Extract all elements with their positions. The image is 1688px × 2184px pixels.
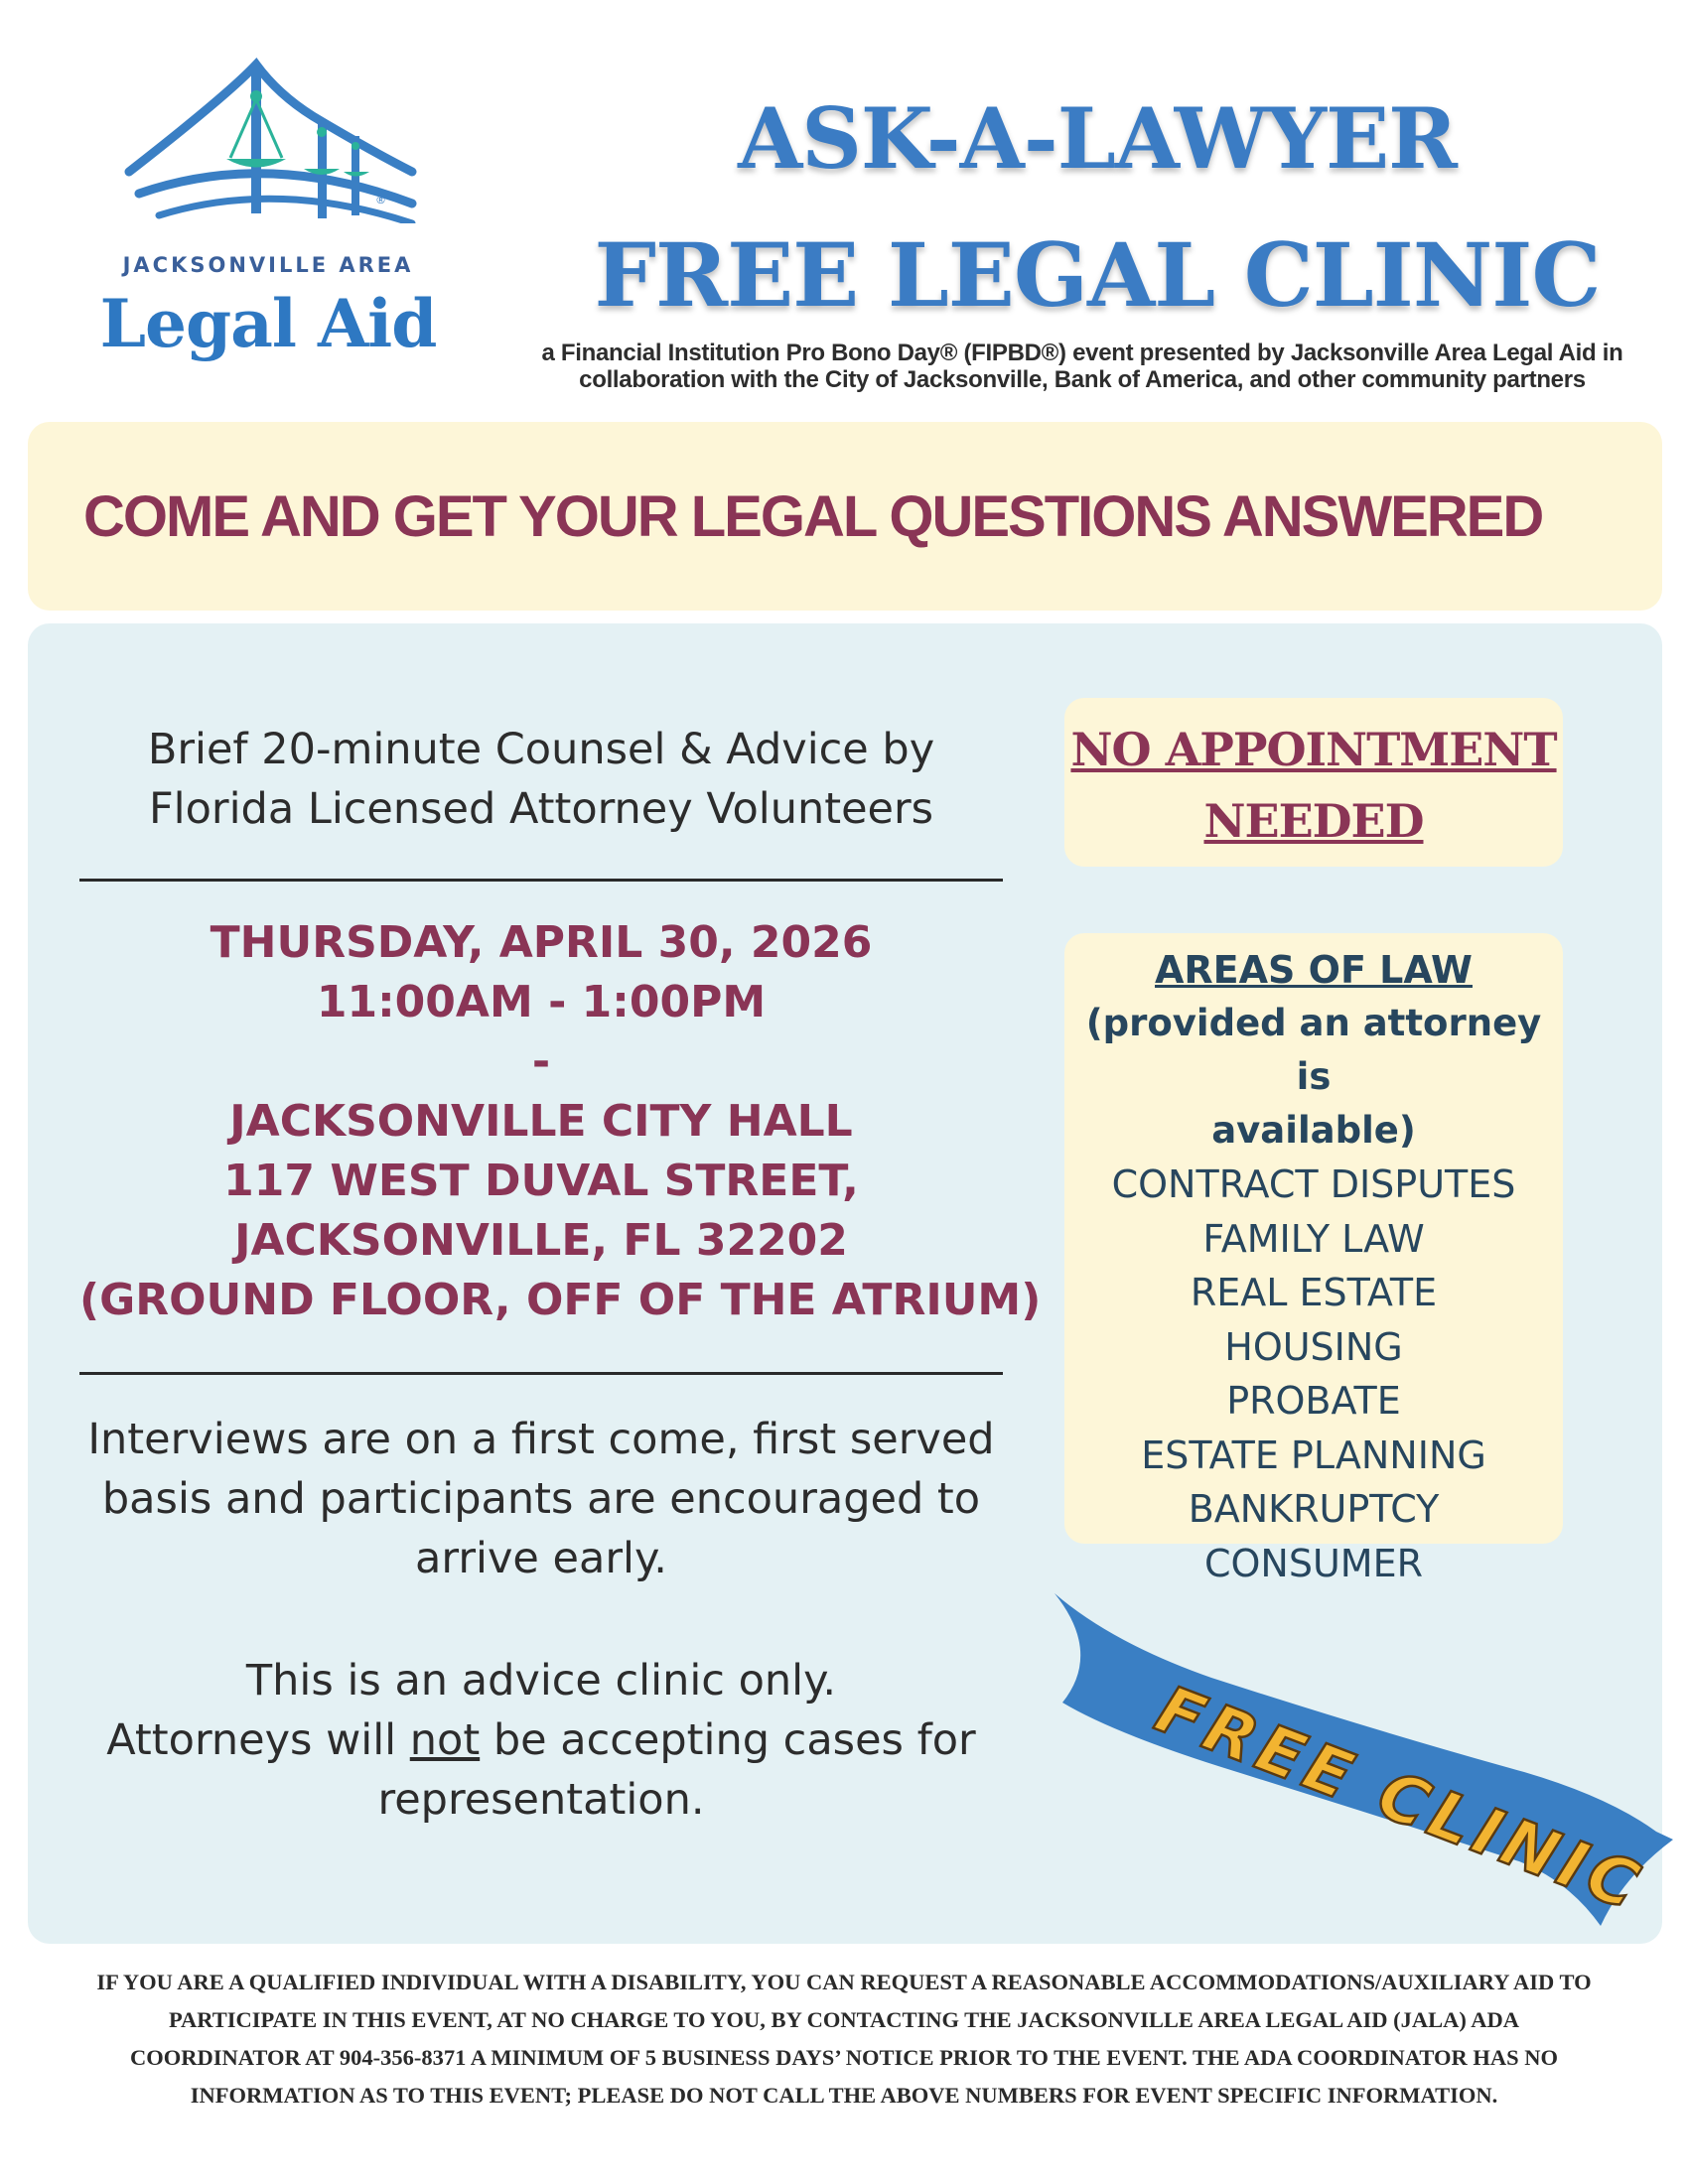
event-time: 11:00AM - 1:00PM	[316, 977, 767, 1027]
title-line-2: FREE LEGAL CLINIC	[594, 223, 1601, 327]
emphasis-not: not	[409, 1715, 481, 1765]
free-clinic-ribbon	[1053, 1593, 1673, 1931]
appointment-line-1: NO APPOINTMENT	[1070, 723, 1557, 776]
ada-line-1: IF YOU ARE A QUALIFIED INDIVIDUAL WITH A DISABILITY, YOU CAN REQUEST A REASONABLE ACCOMMODATIONS/AUXILIARY AID TO	[96, 1970, 1592, 1994]
event-venue: JACKSONVILLE CITY HALL	[229, 1096, 853, 1147]
subtitle-line-1: a Financial Institution Pro Bono Day® (FIPBD®) event presented by Jacksonville Area Legal Aid in	[541, 340, 1623, 366]
area-item: PROBATE	[1226, 1379, 1401, 1423]
counsel-line-2: Florida Licensed Attorney Volunteers	[148, 784, 934, 834]
counsel-description	[79, 720, 1003, 839]
registered-mark: ®	[375, 194, 386, 206]
appointment-line-2: NEEDED	[1203, 794, 1424, 848]
areas-heading: AREAS OF LAW	[1155, 948, 1473, 992]
area-item: ESTATE PLANNING	[1141, 1433, 1486, 1477]
bridge-scales-icon	[109, 55, 427, 223]
advice-disclaimer	[79, 1651, 1003, 1830]
title-line-1: ASK-A-LAWYER	[738, 89, 1457, 188]
area-item: CONSUMER	[1203, 1541, 1423, 1585]
subtitle-line-2: collaboration with the City of Jacksonville, Bank of America, and other community partners	[579, 366, 1586, 393]
areas-note-line-1: (provided an attorney is	[1085, 1002, 1542, 1098]
ada-notice	[30, 1964, 1658, 2115]
jala-logo	[89, 55, 447, 382]
ada-line-3: COORDINATOR AT 904-356-8371 A MINIMUM OF 5 BUSINESS DAYS’ NOTICE PRIOR TO THE EVENT. THE ADA COORDINATOR HAS NO	[130, 2045, 1558, 2070]
ribbon-text: FREE CLINIC	[1146, 1671, 1654, 1927]
event-subtitle	[496, 340, 1668, 393]
areas-note-line-2: available)	[1211, 1109, 1416, 1152]
no-appointment-box	[1064, 698, 1563, 867]
event-date: THURSDAY, APRIL 30, 2026	[210, 917, 873, 968]
event-location-note: (GROUND FLOOR, OFF OF THE ATRIUM)	[79, 1275, 1042, 1325]
advice-line-1: This is an advice clinic only.	[245, 1656, 837, 1706]
advice-line-3: representation.	[377, 1775, 705, 1825]
area-item: REAL ESTATE	[1190, 1271, 1438, 1314]
logo-title: Legal Aid	[99, 285, 437, 362]
ada-line-4: INFORMATION AS TO THIS EVENT; PLEASE DO NOT CALL THE ABOVE NUMBERS FOR EVENT SPECIFIC INFORMATION.	[190, 2083, 1498, 2108]
event-separator: -	[531, 1036, 551, 1087]
divider	[79, 879, 1003, 882]
interviews-line-3: arrive early.	[415, 1534, 667, 1583]
event-street: 117 WEST DUVAL STREET,	[223, 1156, 859, 1206]
areas-of-law-box	[1064, 933, 1563, 1585]
area-item: FAMILY LAW	[1202, 1216, 1425, 1261]
area-item: BANKRUPTCY	[1188, 1487, 1440, 1531]
event-city: JACKSONVILLE, FL 32202	[234, 1215, 848, 1266]
divider	[79, 1372, 1003, 1375]
counsel-line-1: Brief 20-minute Counsel & Advice by	[147, 725, 935, 774]
area-item: CONTRACT DISPUTES	[1111, 1162, 1516, 1206]
area-item: HOUSING	[1224, 1324, 1403, 1369]
headline-text: COME AND GET YOUR LEGAL QUESTIONS ANSWERED	[83, 483, 1543, 549]
headline-banner	[28, 422, 1662, 611]
interviews-note	[79, 1410, 1003, 1588]
ada-line-2: PARTICIPATE IN THIS EVENT, AT NO CHARGE TO YOU, BY CONTACTING THE JACKSONVILLE AREA LEGAL AID (JALA) ADA	[168, 2007, 1520, 2032]
interviews-line-2: basis and participants are encouraged to	[101, 1474, 981, 1524]
interviews-line-1: Interviews are on a first come, first served	[87, 1415, 995, 1464]
advice-line-2: Attorneys will not be accepting cases for	[106, 1715, 976, 1765]
logo-subtitle: JACKSONVILLE AREA	[122, 253, 414, 277]
event-details	[79, 913, 1042, 1330]
